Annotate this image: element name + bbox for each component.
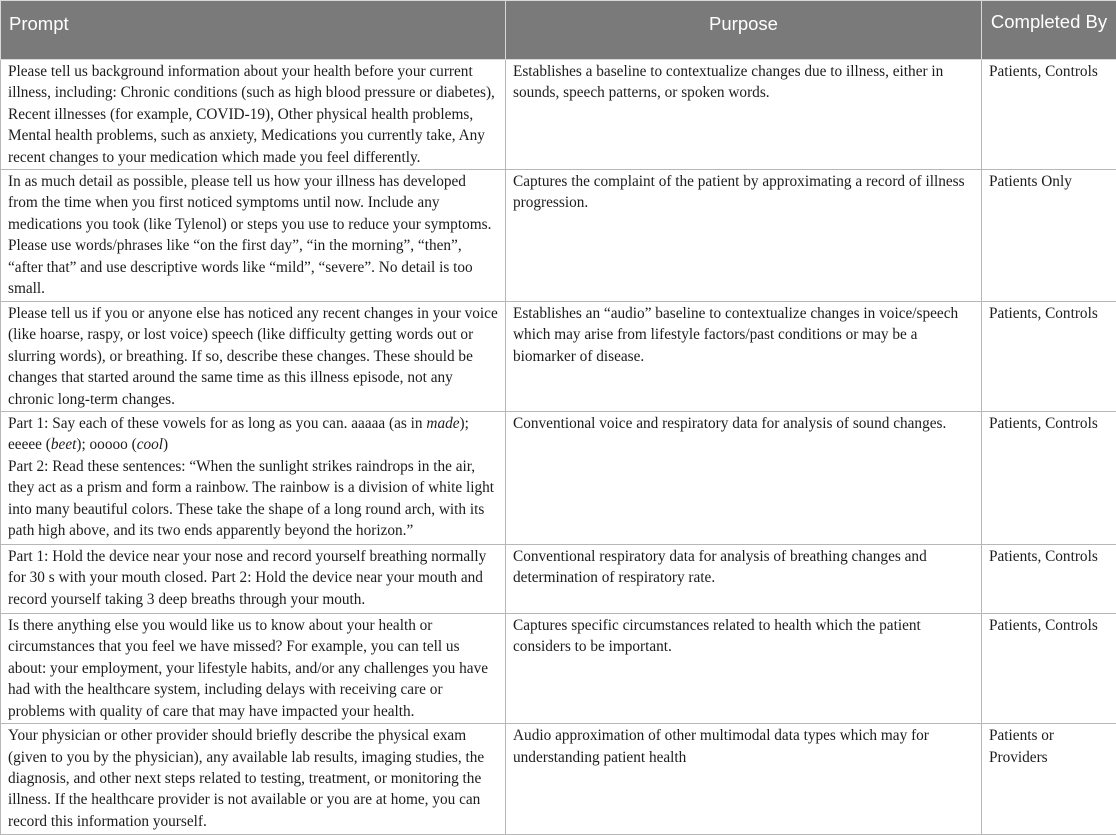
completed-by-line: Patients or bbox=[989, 725, 1110, 746]
table-row bbox=[1, 545, 1116, 614]
prompt-text: Part 1: Say each of these vowels for as long as you can. aaaaa (as in bbox=[8, 415, 426, 432]
table-body bbox=[1, 60, 1116, 835]
purpose-cell: Conventional voice and respiratory data for analysis of sound changes. bbox=[506, 412, 982, 545]
prompt-cell: Please tell us background information about your health before your current illness, including: Chronic conditions (such as high blood pressure or diabetes), Recent illnesses (for example, COVID-19), Other physical health problems, Mental health problems, such as anxiety, Medications you currently take, Any recent changes to your medication which made you feel differently. bbox=[1, 60, 506, 170]
table-row bbox=[1, 170, 1116, 302]
prompt-cell: Is there anything else you would like us to know about your health or circumstances that you feel we have missed? For example, you can tell us about: your employment, your lifestyle habits, and/or any challenges you have had with the healthcare system, including delays with receiving care or problems with quality of care that may have impacted your health. bbox=[1, 614, 506, 724]
purpose-cell: Audio approximation of other multimodal data types which may for understanding patient health bbox=[506, 724, 982, 835]
completed-by-cell: Patients, Controls bbox=[982, 545, 1116, 614]
table-header bbox=[1, 1, 1116, 60]
table-row bbox=[1, 60, 1116, 170]
example-word: beet bbox=[51, 436, 76, 453]
example-word: made bbox=[426, 415, 459, 432]
purpose-cell: Establishes a baseline to contextualize changes due to illness, either in sounds, speech patterns, or spoken words. bbox=[506, 60, 982, 170]
header-row bbox=[1, 1, 1116, 60]
prompt-cell: Please tell us if you or anyone else has noticed any recent changes in your voice (like hoarse, raspy, or lost voice) speech (like difficulty getting words out or slurring words), or breathing. If so, describe these changes. These should be changes that started around the same time as this illness episode, not any chronic long-term changes. bbox=[1, 302, 506, 412]
completed-by-cell: Patients Only bbox=[982, 170, 1116, 302]
table-row bbox=[1, 302, 1116, 412]
prompt-cell bbox=[1, 412, 506, 545]
purpose-cell: Captures specific circumstances related to health which the patient considers to be important. bbox=[506, 614, 982, 724]
prompt-text: ); ooooo ( bbox=[76, 436, 136, 453]
prompt-part2: Part 2: Read these sentences: “When the sunlight strikes raindrops in the air, they act as a prism and form a rainbow. The rainbow is a division of white light into many beautiful colors. These take the shape of a long round arch, with its path high above, and its two ends apparently beyond the horizon.” bbox=[8, 456, 499, 542]
header-completed-by: Completed By bbox=[982, 1, 1116, 60]
prompt-part1 bbox=[8, 413, 499, 456]
example-word: cool bbox=[137, 436, 163, 453]
completed-by-cell: Patients, Controls bbox=[982, 60, 1116, 170]
completed-by-line: Providers bbox=[989, 747, 1110, 768]
prompt-cell: Your physician or other provider should briefly describe the physical exam (given to you by the physician), any available lab results, imaging studies, the diagnosis, and other next steps related to testing, treatment, or monitoring the illness. If the healthcare provider is not available or you are at home, you can record this information yourself. bbox=[1, 724, 506, 835]
completed-by-cell: Patients, Controls bbox=[982, 614, 1116, 724]
completed-by-cell: Patients, Controls bbox=[982, 412, 1116, 545]
prompt-cell: Part 1: Hold the device near your nose and record yourself breathing normally for 30 s with your mouth closed. Part 2: Hold the device near your mouth and record yourself taking 3 deep breaths through your mouth. bbox=[1, 545, 506, 614]
completed-by-cell bbox=[982, 724, 1116, 835]
header-purpose: Purpose bbox=[506, 1, 982, 60]
header-prompt: Prompt bbox=[1, 1, 506, 60]
table-row bbox=[1, 724, 1116, 835]
prompt-text: ) bbox=[163, 436, 168, 453]
purpose-cell: Conventional respiratory data for analysis of breathing changes and determination of respiratory rate. bbox=[506, 545, 982, 614]
completed-by-cell: Patients, Controls bbox=[982, 302, 1116, 412]
table-row bbox=[1, 412, 1116, 545]
purpose-cell: Establishes an “audio” baseline to contextualize changes in voice/speech which may arise from lifestyle factors/past conditions or may be a biomarker of disease. bbox=[506, 302, 982, 412]
purpose-cell: Captures the complaint of the patient by approximating a record of illness progression. bbox=[506, 170, 982, 302]
table-row bbox=[1, 614, 1116, 724]
prompt-cell: In as much detail as possible, please tell us how your illness has developed from the time when you first noticed symptoms until now. Include any medications you took (like Tylenol) or steps you use to reduce your symptoms. Please use words/phrases like “on the first day”, “in the morning”, “then”, “after that” and use descriptive words like “mild”, “severe”. No detail is too small. bbox=[1, 170, 506, 302]
prompt-text: ); eeeee ( bbox=[8, 415, 469, 453]
